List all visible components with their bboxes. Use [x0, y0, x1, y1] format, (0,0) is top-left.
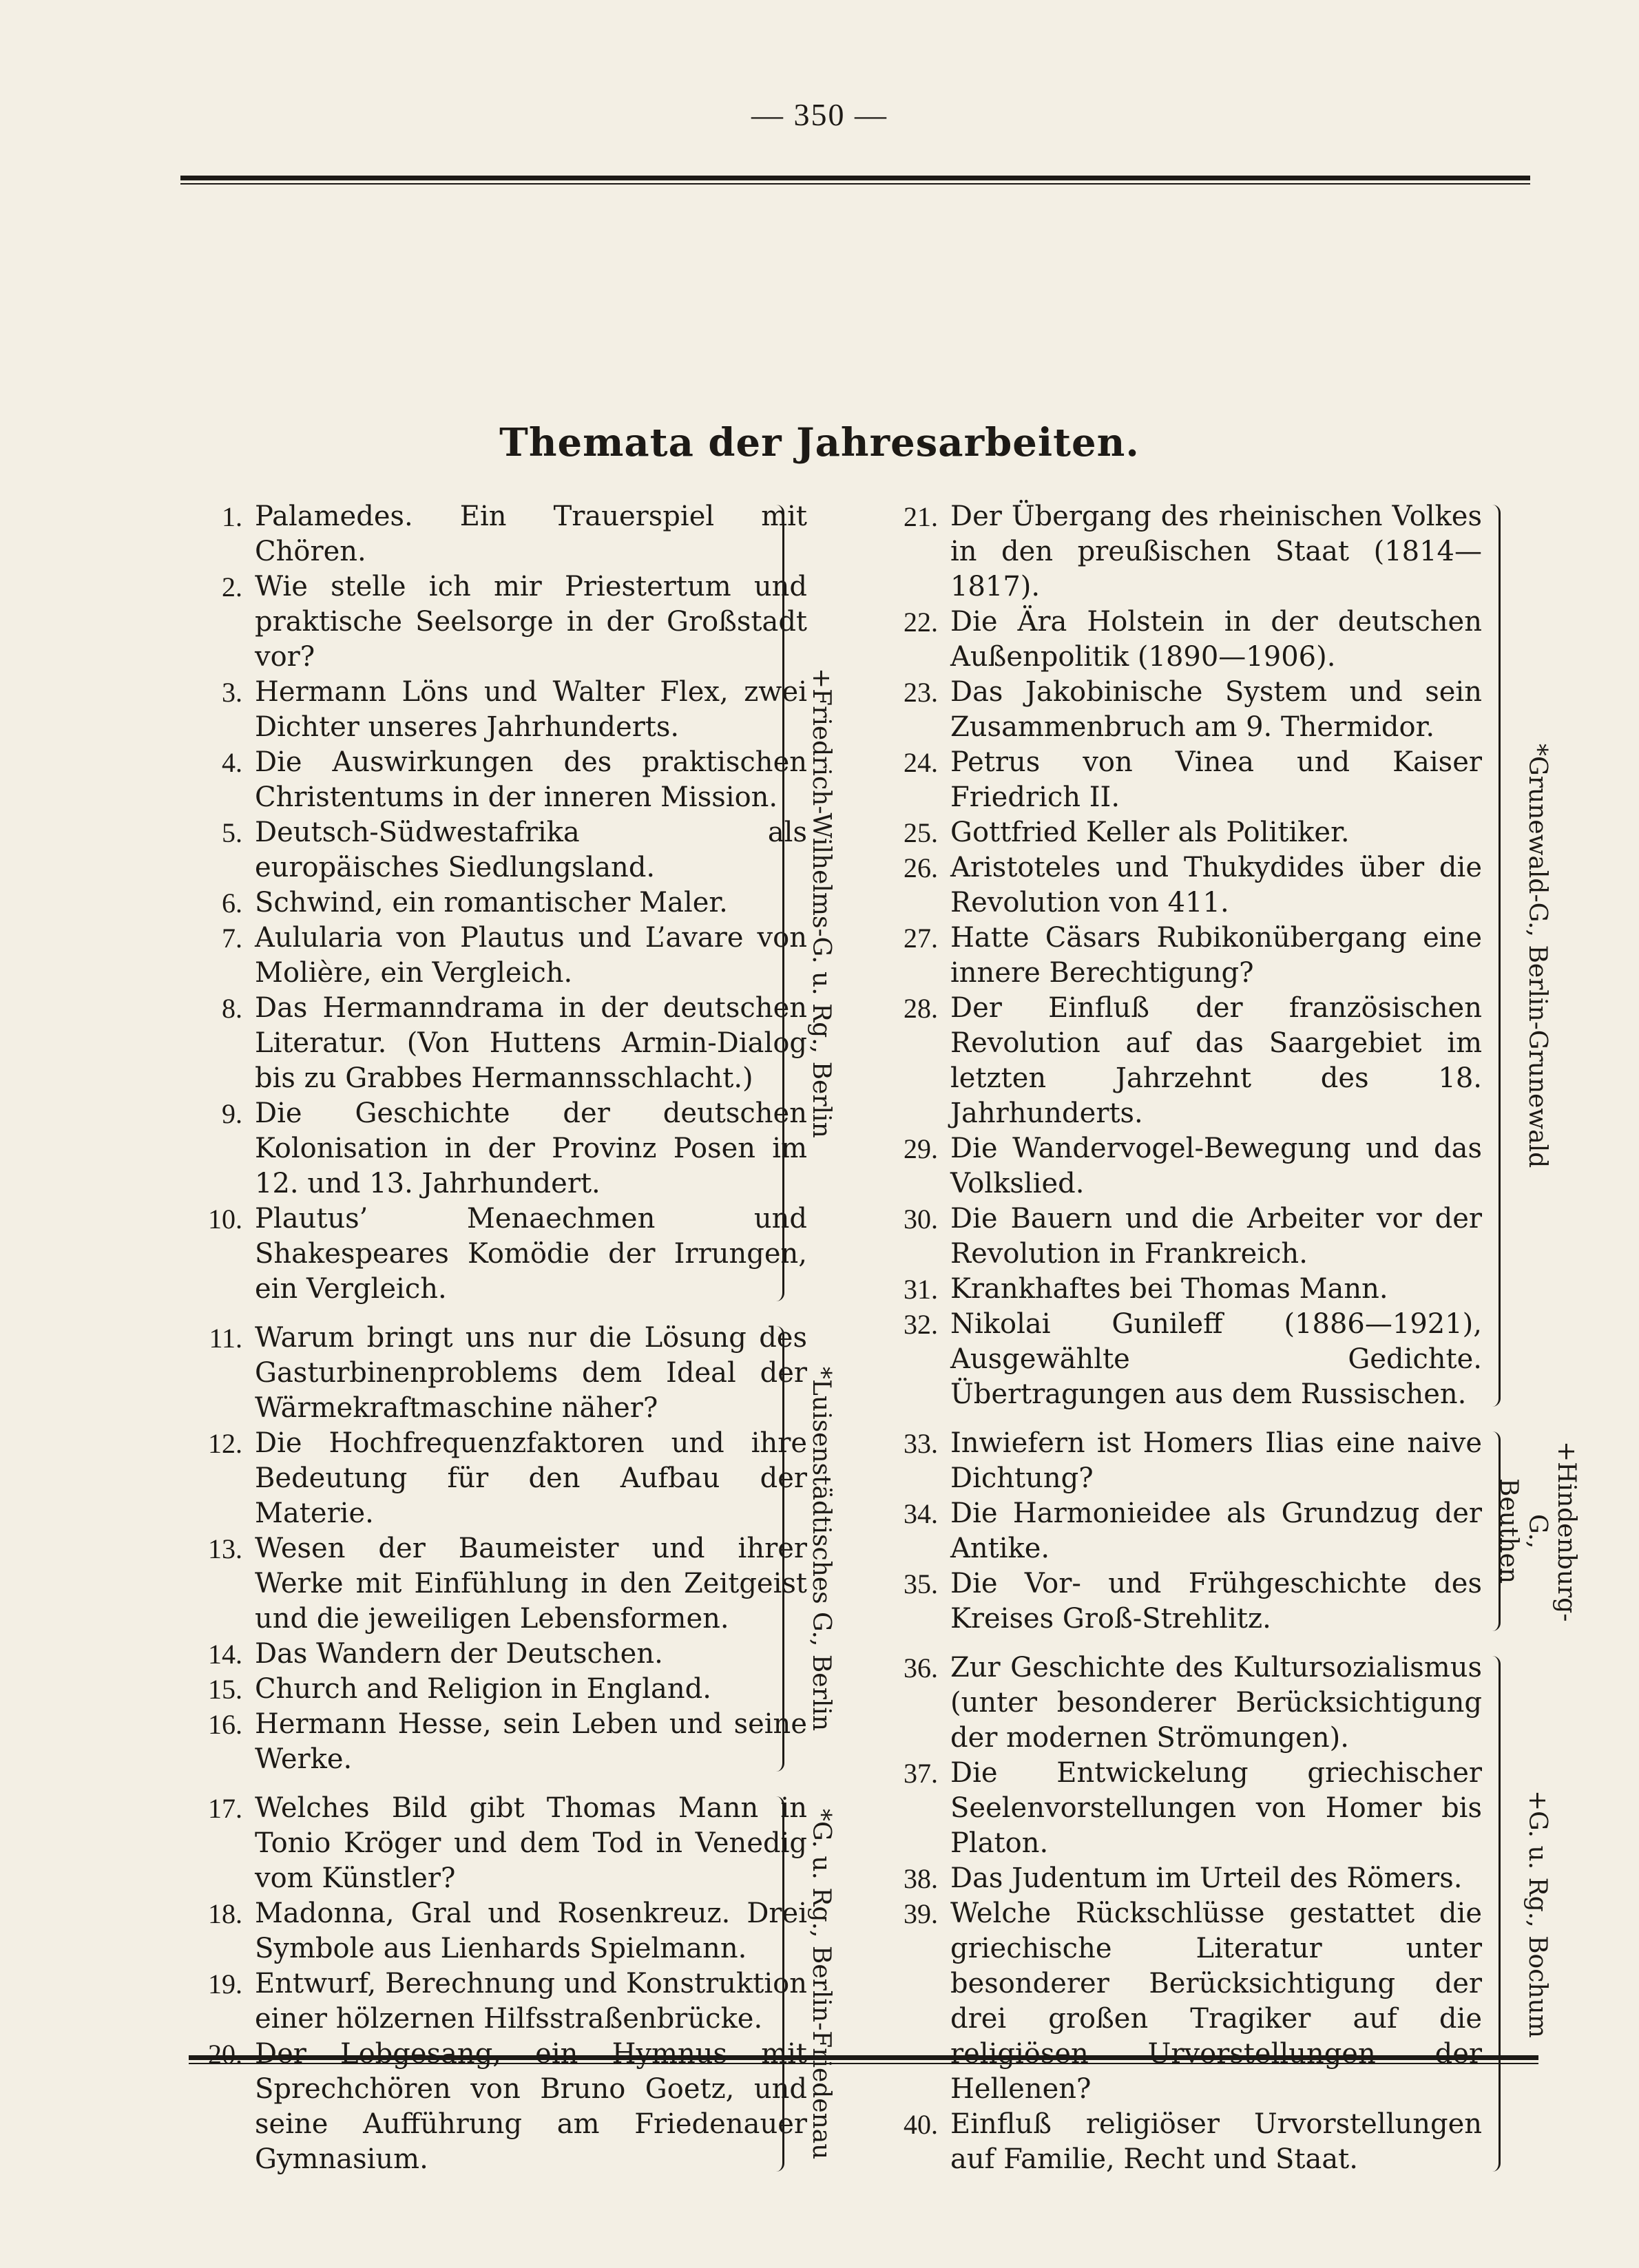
item-number: 25.: [904, 817, 938, 848]
list-item: [187, 921, 807, 991]
item-number: 33.: [904, 1428, 938, 1459]
item-text: Aulularia von Plautus und L’avare von Molière, ein Vergleich.: [255, 922, 807, 989]
group-brace: [1489, 1656, 1501, 2172]
item-number: 9.: [222, 1098, 242, 1129]
item-text: Palamedes. Ein Trauerspiel mit Chören.: [255, 501, 807, 567]
list-item: [187, 745, 807, 815]
group-brace: [773, 1326, 784, 1772]
topic-group: [876, 1650, 1552, 2177]
list-item: [876, 991, 1482, 1131]
group-brace: [773, 505, 784, 1301]
item-text: Die Geschichte der deutschen Kolonisation in der Provinz Posen im 12. und 13. Jahrhundert.: [255, 1098, 807, 1199]
list-item: [187, 1637, 807, 1672]
school-name: +G. u. Rg., Bochum: [1523, 1789, 1552, 2038]
item-text: Das Hermanndrama in der deutschen Literatur. (Von Huttens Armin-Dialog bis zu Grabbes Hermannsschlacht.): [255, 992, 807, 1094]
list-item: [187, 499, 807, 569]
item-text: Gottfried Keller als Politiker.: [950, 817, 1350, 848]
item-text: Die Entwickelung griechischer Seelenvorstellungen von Homer bis Platon.: [950, 1757, 1482, 1859]
item-text: Die Hochfrequenzfaktoren und ihre Bedeutung für den Aufbau der Materie.: [255, 1427, 807, 1529]
list-item: [187, 1966, 807, 2037]
list-item: [187, 1896, 807, 1966]
list-item: [876, 675, 1482, 745]
item-text: Das Wandern der Deutschen.: [255, 1638, 663, 1670]
list-item: [187, 1201, 807, 1307]
item-number: 2.: [222, 571, 242, 602]
item-text: Inwiefern ist Homers Ilias eine naive Dichtung?: [950, 1427, 1482, 1494]
item-text: Wesen der Baumeister und ihrer Werke mit Einfühlung in den Zeitgeist und die jeweiligen Lebensformen.: [255, 1533, 807, 1635]
item-number: 17.: [208, 1793, 242, 1824]
item-number: 22.: [904, 607, 938, 638]
list-item: [876, 1496, 1482, 1566]
item-number: 29.: [904, 1133, 938, 1164]
list-item: [187, 1096, 807, 1201]
school-label: [1494, 1426, 1580, 1637]
item-text: Aristoteles und Thukydides über die Revolution von 411.: [950, 852, 1482, 918]
item-text: Welches Bild gibt Thomas Mann in Tonio Kröger und dem Tod in Venedig vom Künstler?: [255, 1792, 807, 1894]
list-item: [876, 1307, 1482, 1412]
item-number: 39.: [904, 1898, 938, 1929]
list-item: [187, 1707, 807, 1777]
school-label: [793, 1791, 848, 2177]
school-label: [793, 1321, 848, 1777]
list-item: [876, 1650, 1482, 1756]
item-number: 16.: [208, 1709, 242, 1740]
item-text: Hermann Löns und Walter Flex, zwei Dichter unseres Jahrhunderts.: [255, 676, 807, 743]
item-text: Die Ära Holstein in der deutschen Außenpolitik (1890—1906).: [950, 606, 1482, 673]
item-number: 18.: [208, 1898, 242, 1929]
school-label: [1510, 499, 1565, 1412]
bottom-rule: [189, 2055, 1538, 2064]
list-item: [187, 991, 807, 1096]
item-text: Zur Geschichte des Kultursozialismus (unter besonderer Berücksichtigung der modernen Strömungen).: [950, 1652, 1482, 1754]
list-item: [876, 850, 1482, 921]
top-rule: [180, 176, 1530, 185]
list-item: [187, 675, 807, 745]
list-item: [187, 885, 807, 921]
item-number: 35.: [904, 1568, 938, 1599]
list-item: [187, 1321, 807, 1426]
list-item: [876, 1201, 1482, 1272]
item-number: 36.: [904, 1652, 938, 1683]
item-text: Church and Religion in England.: [255, 1673, 711, 1705]
item-text: Das Jakobinische System und sein Zusammenbruch am 9. Thermidor.: [950, 676, 1482, 743]
item-number: 37.: [904, 1758, 938, 1789]
list-item: [876, 2107, 1482, 2177]
item-text: Der Lobgesang, ein Hymnus mit Sprechchören von Bruno Goetz, und seine Aufführung am Friedenauer Gymnasium.: [255, 2038, 807, 2175]
item-number: 12.: [208, 1428, 242, 1459]
item-number: 6.: [222, 888, 242, 918]
item-number: 15.: [208, 1674, 242, 1705]
list-item: [876, 1896, 1482, 2107]
item-number: 40.: [904, 2109, 938, 2140]
list-item: [876, 1861, 1482, 1896]
item-text: Die Harmonieidee als Grundzug der Antike.: [950, 1498, 1482, 1564]
item-text: Schwind, ein romantischer Maler.: [255, 887, 728, 918]
item-text: Warum bringt uns nur die Lösung des Gasturbinenproblems dem Ideal der Wärmekraftmaschine näher?: [255, 1322, 807, 1424]
item-number: 30.: [904, 1204, 938, 1235]
item-text: Wie stelle ich mir Priestertum und praktische Seelsorge in der Großstadt vor?: [255, 571, 807, 673]
right-column: [876, 499, 1580, 2177]
school-name: *G. u. Rg., Berlin-Friedenau: [807, 1808, 835, 2160]
topic-group: [876, 499, 1552, 1412]
item-text: Hatte Cäsars Rubikonübergang eine innere Berechtigung?: [950, 922, 1482, 989]
topic-group: [187, 499, 835, 1307]
item-number: 5.: [222, 817, 242, 848]
topic-group: [187, 1791, 835, 2177]
item-number: 21.: [904, 501, 938, 532]
item-number: 11.: [209, 1323, 242, 1354]
item-number: 3.: [222, 677, 242, 708]
school-name: *Grunewald-G., Berlin-Grunewald: [1523, 743, 1552, 1168]
item-text: Die Bauern und die Arbeiter vor der Revolution in Frankreich.: [950, 1203, 1482, 1270]
list-item: [187, 569, 807, 675]
topic-group: [187, 1321, 835, 1777]
item-number: 24.: [904, 747, 938, 778]
item-text: Das Judentum im Urteil des Römers.: [950, 1862, 1463, 1894]
list-item: [876, 499, 1482, 605]
list-item: [876, 815, 1482, 850]
item-number: 13.: [208, 1533, 242, 1564]
item-number: 32.: [904, 1309, 938, 1340]
item-text: Nikolai Gunileff (1886—1921), Ausgewählte Gedichte. Übertragungen aus dem Russischen.: [950, 1308, 1482, 1410]
item-text: Der Einfluß der französischen Revolution auf das Saargebiet im letzten Jahrzehnt des 18. Jahrhunderts.: [950, 992, 1482, 1129]
page-number: — 350 —: [751, 97, 888, 132]
item-text: Krankhaftes bei Thomas Mann.: [950, 1273, 1388, 1305]
item-number: 19.: [208, 1968, 242, 1999]
school-name: *Luisenstädtisches G., Berlin: [807, 1366, 835, 1732]
list-item: [876, 1566, 1482, 1637]
item-text: Die Vor- und Frühgeschichte des Kreises Groß-Strehlitz.: [950, 1568, 1482, 1635]
page-title: Themata der Jahresarbeiten.: [499, 420, 1140, 465]
topic-group: [876, 1426, 1580, 1637]
list-item: [187, 1791, 807, 1896]
item-number: 31.: [904, 1274, 938, 1305]
item-text: Entwurf, Berechnung und Konstruktion einer hölzernen Hilfsstraßenbrücke.: [255, 1968, 807, 2035]
school-label: [1510, 1650, 1565, 2177]
school-label: [793, 499, 848, 1307]
item-number: 38.: [904, 1863, 938, 1894]
school-name: +Friedrich-Wilhelms-G. u. Rg., Berlin: [807, 668, 835, 1138]
item-text: Einfluß religiöser Urvorstellungen auf Familie, Recht und Staat.: [950, 2108, 1482, 2175]
school-name: +Hindenburg-G., Beuthen: [1494, 1440, 1580, 1622]
item-text: Petrus von Vinea und Kaiser Friedrich II.: [950, 746, 1482, 813]
list-item: [876, 1426, 1482, 1496]
item-number: 8.: [222, 993, 242, 1024]
list-item: [187, 1426, 807, 1531]
item-number: 4.: [222, 747, 242, 778]
group-brace: [773, 1796, 784, 2172]
list-item: [876, 1756, 1482, 1861]
item-text: Die Auswirkungen des praktischen Christentums in der inneren Mission.: [255, 746, 807, 813]
item-number: 34.: [904, 1498, 938, 1529]
item-number: 28.: [904, 993, 938, 1024]
list-item: [876, 1131, 1482, 1201]
item-text: Madonna, Gral und Rosenkreuz. Drei Symbole aus Lienhards Spielmann.: [255, 1898, 807, 1964]
list-item: [876, 745, 1482, 815]
item-number: 20.: [208, 2039, 242, 2070]
item-number: 10.: [208, 1204, 242, 1235]
item-text: Welche Rückschlüsse gestattet die griechische Literatur unter besonderer Berücksichtigung der drei großen Tragiker auf die religiösen Urvorstellungen der Hellenen?: [950, 1898, 1482, 2105]
item-number: 14.: [208, 1639, 242, 1670]
list-item: [187, 1531, 807, 1637]
list-item: [876, 1272, 1482, 1307]
item-text: Deutsch-Südwestafrika als europäisches Siedlungsland.: [255, 817, 807, 883]
item-text: Der Übergang des rheinischen Volkes in den preußischen Staat (1814—1817).: [950, 501, 1482, 602]
item-number: 27.: [904, 923, 938, 954]
list-item: [876, 605, 1482, 675]
item-text: Plautus’ Menaechmen und Shakespeares Komödie der Irrungen, ein Vergleich.: [255, 1203, 807, 1305]
item-text: Hermann Hesse, sein Leben und seine Werke.: [255, 1708, 807, 1775]
item-text: Die Wandervogel-Bewegung und das Volkslied.: [950, 1133, 1482, 1199]
item-number: 23.: [904, 677, 938, 708]
left-column: [187, 499, 835, 2177]
list-item: [187, 1672, 807, 1707]
group-brace: [1489, 505, 1501, 1407]
item-number: 26.: [904, 852, 938, 883]
item-number: 7.: [222, 923, 242, 954]
list-item: [187, 815, 807, 885]
item-number: 1.: [222, 501, 242, 532]
list-item: [876, 921, 1482, 991]
